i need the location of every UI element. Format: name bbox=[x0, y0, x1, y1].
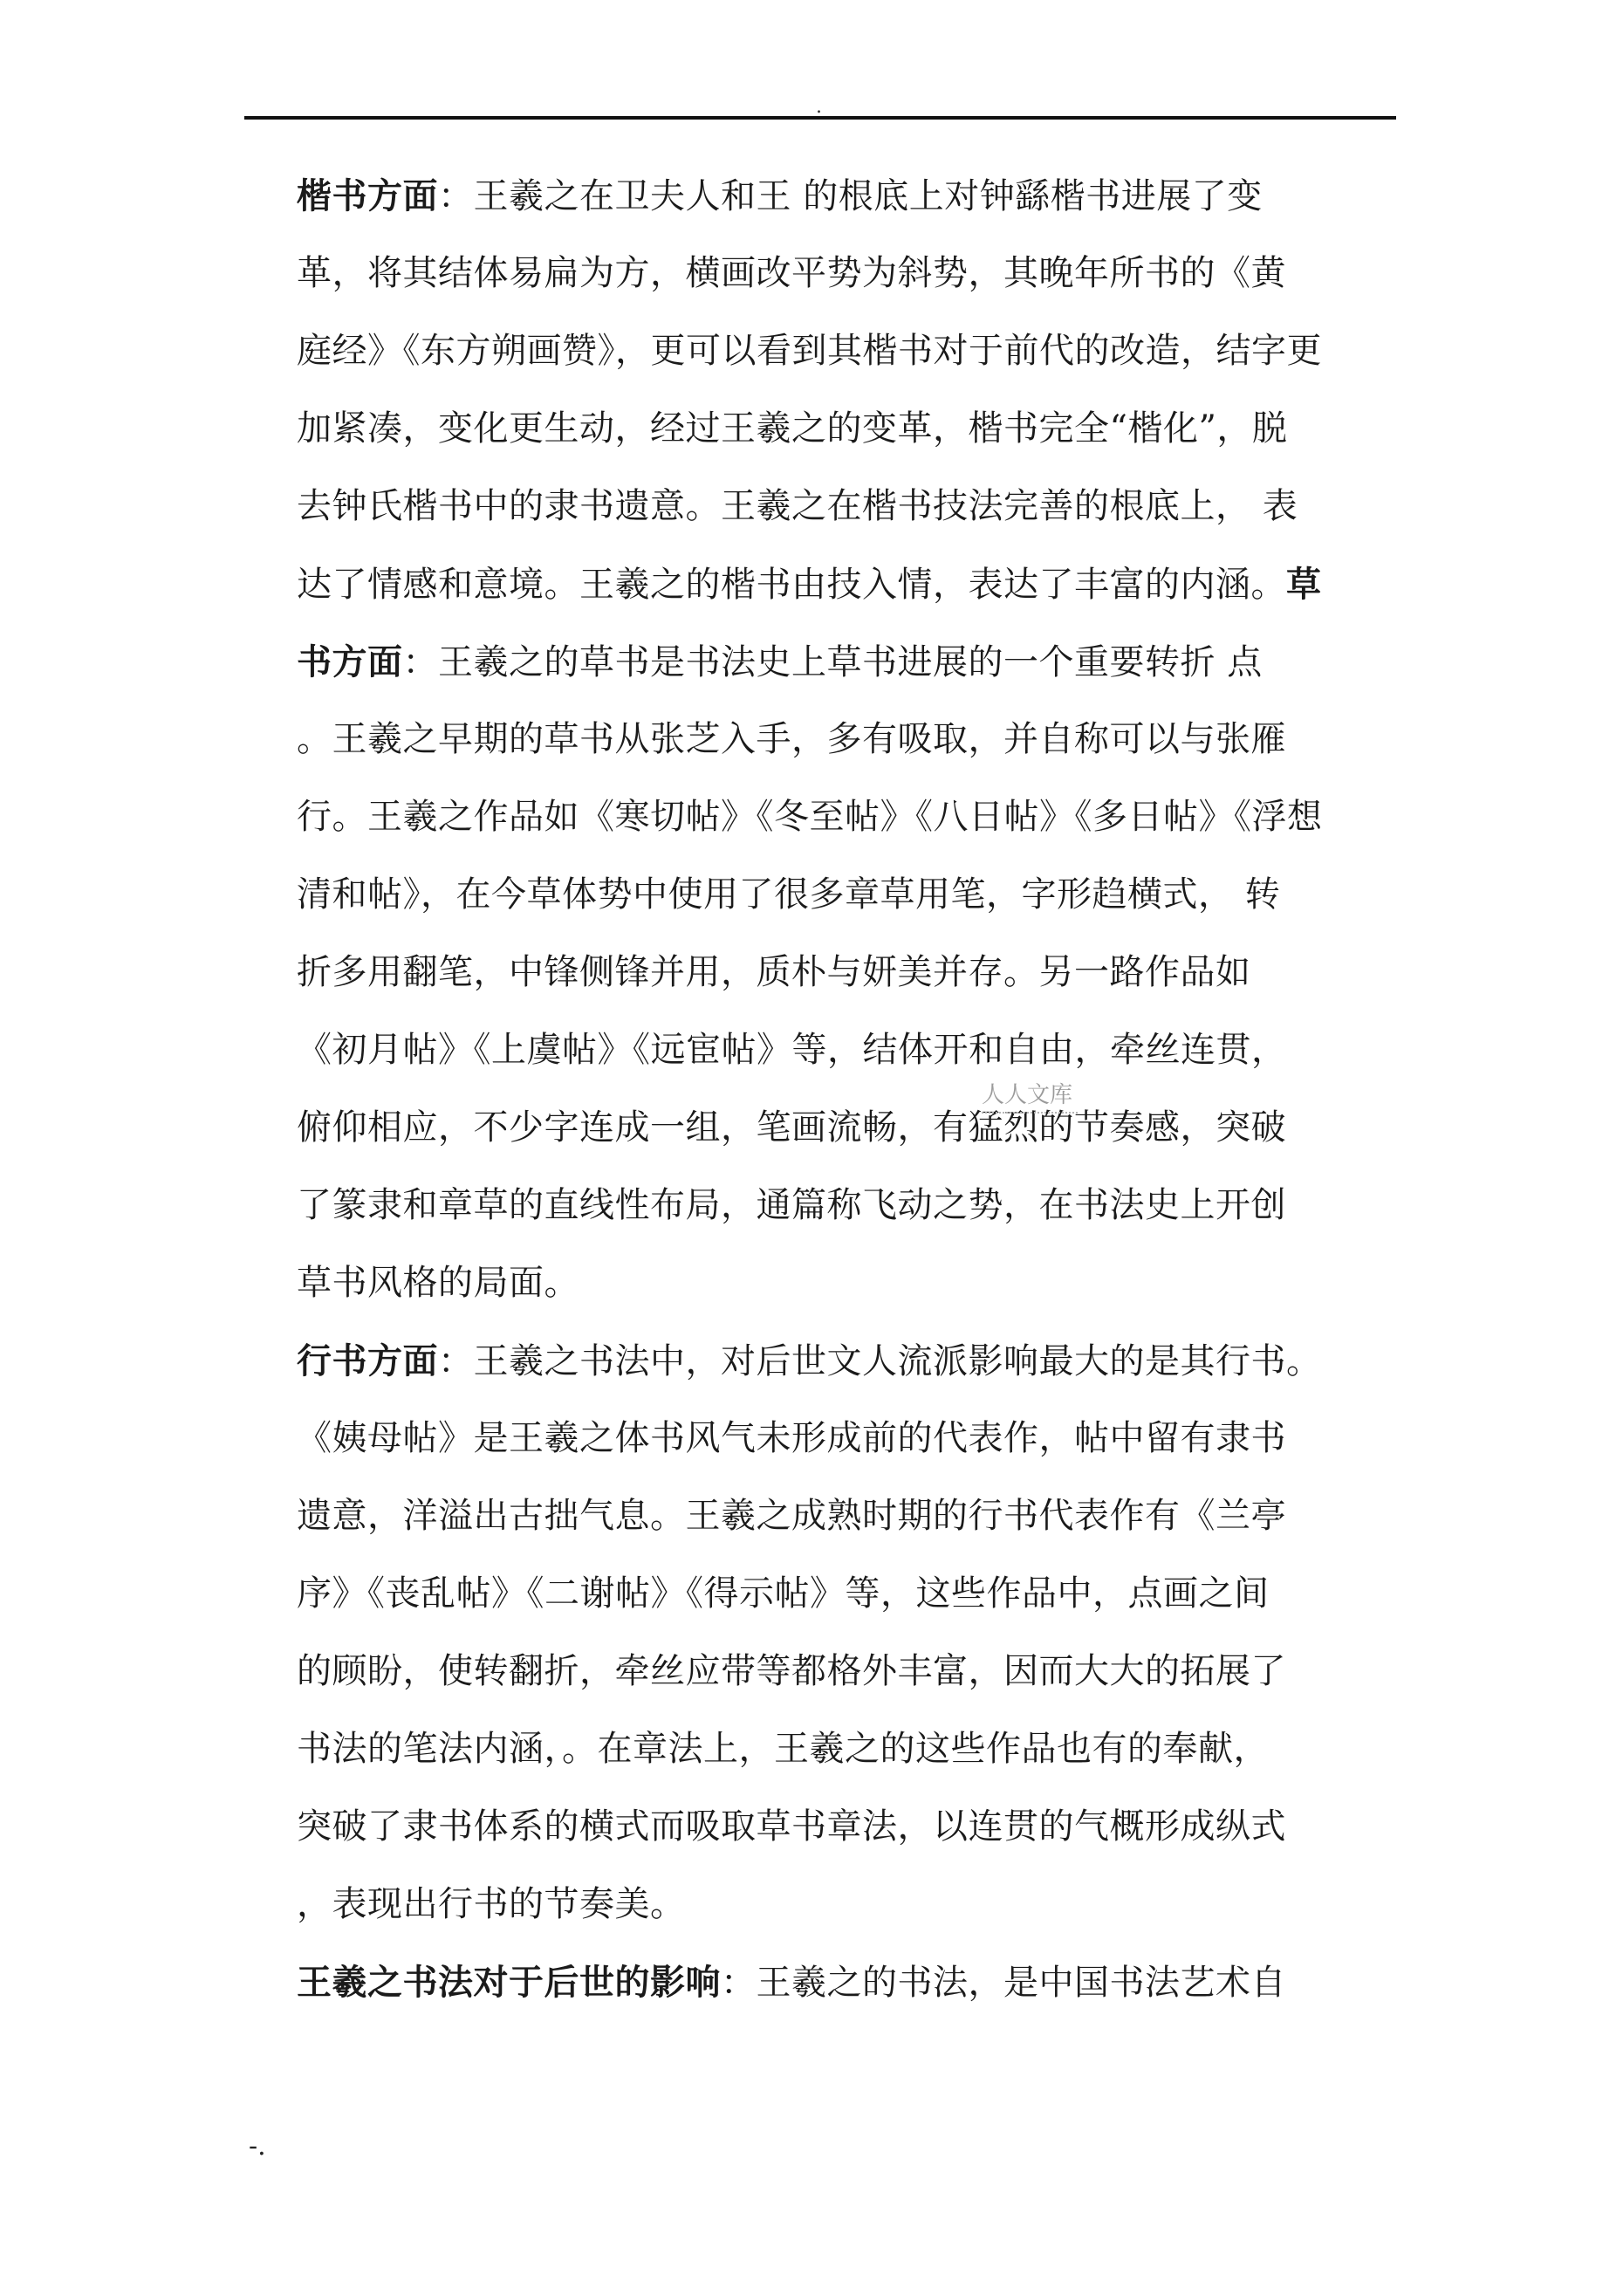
text-line bbox=[297, 1089, 1405, 1167]
line-text: 折多用翻笔，中锋侧锋并用，质朴与妍美并存。另一路作品如 bbox=[297, 952, 1251, 992]
line-text: 序》《丧乱帖》《二谢帖》《得示帖》等，这些作品中，点画之间 bbox=[297, 1573, 1270, 1614]
line-text: ，表现出行书的节奏美。 bbox=[297, 1884, 686, 1924]
line-text: ：王羲之书法中，对后世文人流派影响最大的是其行书。 bbox=[438, 1341, 1322, 1381]
line-text: 去钟氏楷书中的隶书遗意。王羲之在楷书技法完善的根底上， 表 bbox=[297, 486, 1298, 526]
line-text: 行。王羲之作品如《寒切帖》《冬至帖》《八日帖》《多日帖》《浮想 bbox=[297, 797, 1323, 837]
line-text: 。王羲之早期的草书从张芝入手，多有吸取，并自称可以与张雁 bbox=[297, 719, 1286, 759]
section-heading: 楷书方面 bbox=[297, 175, 438, 216]
text-line bbox=[297, 1555, 1405, 1633]
line-text: 达了情感和意境。王羲之的楷书由技入情，表达了丰富的内涵。 bbox=[297, 565, 1286, 605]
line-text: 《初月帖》《上虞帖》《远宦帖》等，结体开和自由，牵丝连贯， bbox=[297, 1030, 1287, 1070]
text-line bbox=[297, 235, 1405, 312]
header-dot: . bbox=[816, 96, 822, 118]
line-text: 突破了隶书体系的横式而吸取草书章法，以连贯的气概形成纵式 bbox=[297, 1806, 1286, 1847]
text-line bbox=[297, 1866, 1405, 1943]
text-line bbox=[297, 1788, 1405, 1866]
text-line bbox=[297, 1710, 1405, 1788]
line-text: 清和帖》，在今草体势中使用了很多章草用笔，字形趋横式， 转 bbox=[297, 874, 1281, 915]
line-text: 草书风格的局面。 bbox=[297, 1263, 579, 1303]
text-line bbox=[297, 390, 1405, 468]
line-text: ：王羲之在卫夫人和王 的根底上对钟繇楷书进展了变 bbox=[438, 176, 1263, 216]
text-line bbox=[297, 312, 1405, 390]
line-text: 的顾盼，使转翻折，牵丝应带等都格外丰富，因而大大的拓展了 bbox=[297, 1651, 1286, 1691]
section-heading: 王羲之书法对于后世的影响 bbox=[297, 1962, 721, 2003]
header-rule bbox=[244, 116, 1396, 120]
text-line bbox=[297, 1167, 1405, 1244]
line-text: 俯仰相应，不少字连成一组，笔画流畅，有猛烈的节奏感，突破 bbox=[297, 1107, 1286, 1148]
text-line bbox=[297, 701, 1405, 778]
line-text: 革，将其结体易扁为方，横画改平势为斜势，其晚年所书的《黄 bbox=[297, 253, 1286, 293]
line-text: 庭经》《东方朔画赞》，更可以看到其楷书对于前代的改造，结字更 bbox=[297, 331, 1322, 371]
text-line bbox=[297, 1244, 1405, 1322]
section-heading: 书方面 bbox=[297, 641, 403, 682]
line-text: ：王羲之的草书是书法史上草书进展的一个重要转折 点 bbox=[402, 642, 1263, 682]
text-line bbox=[297, 1011, 1405, 1089]
text-line bbox=[297, 157, 1405, 235]
watermark-text: 人人文库 bbox=[982, 1082, 1073, 1108]
line-text: ：王羲之的书法，是中国书法艺术自 bbox=[721, 1963, 1286, 2003]
line-text: 遗意，洋溢出古拙气息。王羲之成熟时期的行书代表作有《兰亭 bbox=[297, 1496, 1286, 1536]
text-line bbox=[297, 778, 1405, 856]
section-heading-start: 草 bbox=[1286, 564, 1322, 605]
document-body bbox=[297, 157, 1405, 2021]
text-line bbox=[297, 1633, 1405, 1710]
text-line bbox=[297, 1943, 1405, 2021]
text-line bbox=[297, 545, 1405, 623]
section-heading: 行书方面 bbox=[297, 1340, 438, 1381]
line-text: 《姨母帖》是王羲之体书风气未形成前的代表作，帖中留有隶书 bbox=[297, 1418, 1286, 1458]
text-line bbox=[297, 1477, 1405, 1555]
text-line bbox=[297, 623, 1405, 701]
text-line bbox=[297, 856, 1405, 934]
line-text: 了篆隶和章草的直线性布局，通篇称飞动之势，在书法史上开创 bbox=[297, 1185, 1286, 1225]
footer-mark: -. bbox=[249, 2131, 266, 2162]
line-text: 加紧凑，变化更生动，经过王羲之的变革，楷书完全“楷化”，脱 bbox=[297, 408, 1288, 449]
line-text: 书法的笔法内涵，。在章法上，王羲之的这些作品也有的奉献， bbox=[297, 1729, 1269, 1769]
text-line bbox=[297, 1322, 1405, 1400]
text-line bbox=[297, 468, 1405, 545]
text-line bbox=[297, 934, 1405, 1011]
text-line bbox=[297, 1400, 1405, 1477]
